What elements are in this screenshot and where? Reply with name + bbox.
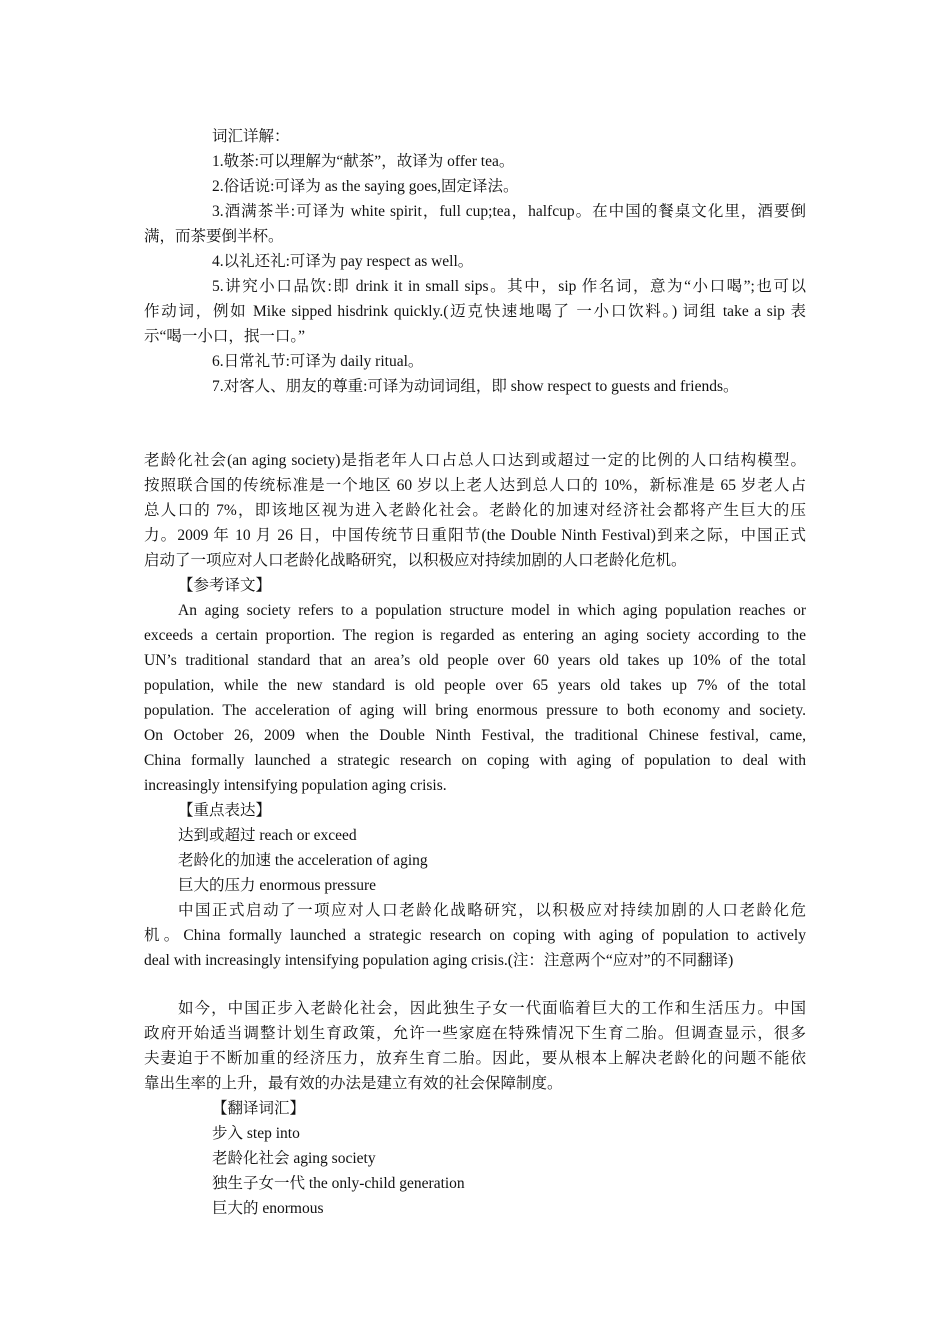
only-child-paragraph-line: 靠出生率的上升，最有效的办法是建立有效的社会保障制度。 bbox=[144, 1075, 563, 1092]
translation-line: An aging society refers to a population structure model in which aging population reaches or bbox=[178, 602, 806, 619]
vocab-item: 5.讲究小口品饮:即 drink it in small sips。其中，sip 作名词，意为“小口喝”;也可以 bbox=[212, 278, 806, 295]
vocab-item: 4.以礼还礼:可译为 pay respect as well。 bbox=[212, 253, 474, 270]
only-child-paragraph-line: 夫妻迫于不断加重的经济压力，放弃生育二胎。因此，要从根本上解决老龄化的问题不能依 bbox=[144, 1050, 806, 1067]
only-child-paragraph-line: 如今，中国正步入老龄化社会，因此独生子女一代面临着巨大的工作和生活压力。中国 bbox=[178, 1000, 806, 1017]
key-expression: 巨大的压力 enormous pressure bbox=[178, 877, 377, 894]
reference-translation-heading: 【参考译文】 bbox=[178, 577, 272, 594]
vocab-item: 1.敬茶:可以理解为“献茶”，故译为 offer tea。 bbox=[212, 153, 515, 170]
aging-paragraph-line: 启动了一项应对人口老龄化战略研究，以积极应对持续加剧的人口老龄化危机。 bbox=[144, 552, 687, 569]
translation-line: China formally launched a strategic research on coping with aging of population to deal with bbox=[144, 752, 806, 769]
vocab-heading: 词汇详解： bbox=[212, 128, 290, 145]
note-line: 机。China formally launched a strategic research on coping with aging of population to actively bbox=[144, 927, 806, 944]
aging-paragraph-line: 老龄化社会(an aging society)是指老年人口占总人口达到或超过一定的比例的人口结构模型。 bbox=[144, 452, 806, 469]
vocab-item: 7.对客人、朋友的尊重:可译为动词词组，即 show respect to guests and friends。 bbox=[212, 378, 739, 395]
translation-line: exceeds a certain proportion. The region is regarded as entering an aging society according to the bbox=[144, 627, 806, 644]
translation-vocab-item: 老龄化社会 aging society bbox=[212, 1150, 376, 1167]
translation-line: population, while the new standard is old people over 65 years old takes up 7% of the total bbox=[144, 677, 806, 694]
translation-vocab-item: 步入 step into bbox=[212, 1125, 300, 1142]
aging-paragraph-line: 总人口的 7%，即该地区视为进入老龄化社会。老龄化的加速对经济社会都将产生巨大的压 bbox=[144, 502, 806, 519]
note-line: 中国正式启动了一项应对人口老龄化战略研究，以积极应对持续加剧的人口老龄化危 bbox=[178, 902, 806, 919]
only-child-paragraph-line: 政府开始适当调整计划生育政策，允许一些家庭在特殊情况下生育二胎。但调查显示，很多 bbox=[144, 1025, 806, 1042]
vocab-item: 6.日常礼节:可译为 daily ritual。 bbox=[212, 353, 424, 370]
vocab-item-continued: 作动词，例如 Mike sipped hisdrink quickly.(迈克快速地喝了 一小口饮料。) 词组 take a sip 表 bbox=[144, 303, 806, 320]
vocab-item-continued: 满，而茶要倒半杯。 bbox=[144, 228, 284, 245]
translation-vocab-item: 独生子女一代 the only-child generation bbox=[212, 1175, 465, 1192]
aging-section bbox=[144, 448, 806, 973]
translation-vocab-heading: 【翻译词汇】 bbox=[212, 1100, 306, 1117]
translation-line: population. The acceleration of aging will bring enormous pressure to both economy and society. bbox=[144, 702, 806, 719]
translation-line: On October 26, 2009 when the Double Ninth Festival, the traditional Chinese festival, came, bbox=[144, 727, 806, 744]
only-child-section bbox=[144, 996, 806, 1221]
key-expression: 老龄化的加速 the acceleration of aging bbox=[178, 852, 428, 869]
note-line: deal with increasingly intensifying population aging crisis.(注：注意两个“应对”的不同翻译) bbox=[144, 952, 734, 969]
vocab-section bbox=[144, 124, 806, 399]
translation-vocab-item: 巨大的 enormous bbox=[212, 1200, 324, 1217]
vocab-item: 3.酒满茶半:可译为 white spirit，full cup;tea，halfcup。在中国的餐桌文化里，酒要倒 bbox=[212, 203, 806, 220]
translation-line: UN’s traditional standard that an area’s old people over 60 years old takes up 10% of the total bbox=[144, 652, 806, 669]
vocab-item: 2.俗话说:可译为 as the saying goes,固定译法。 bbox=[212, 178, 519, 195]
translation-line: increasingly intensifying population aging crisis. bbox=[144, 777, 447, 794]
key-expression: 达到或超过 reach or exceed bbox=[178, 827, 357, 844]
vocab-item-continued: 示“喝一小口，抿一口。” bbox=[144, 328, 306, 345]
aging-paragraph-line: 按照联合国的传统标准是一个地区 60 岁以上老人达到总人口的 10%，新标准是 65 岁老人占 bbox=[144, 477, 806, 494]
aging-paragraph-line: 力。2009 年 10 月 26 日，中国传统节日重阳节(the Double Ninth Festival)到来之际，中国正式 bbox=[144, 527, 806, 544]
key-expressions-heading: 【重点表达】 bbox=[178, 802, 272, 819]
